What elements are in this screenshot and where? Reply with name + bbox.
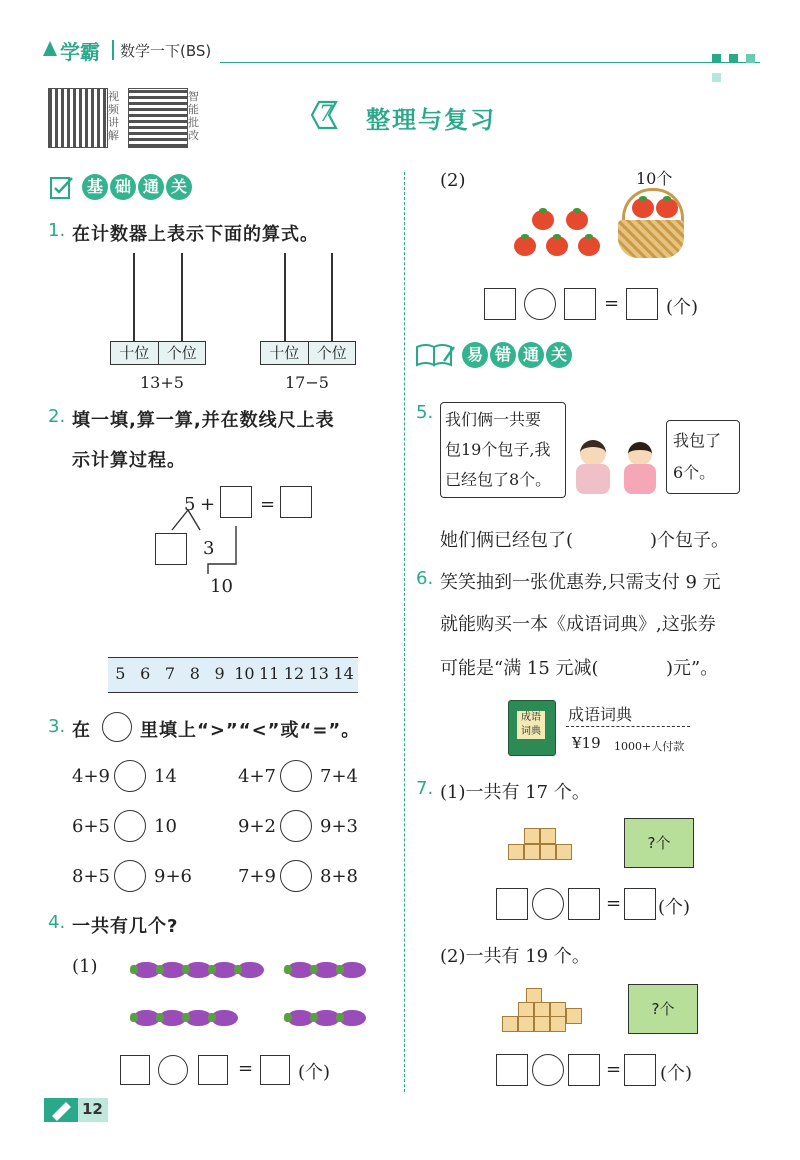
tomato-icon	[578, 236, 600, 256]
abacus-rod	[331, 253, 333, 341]
qr-label-video: 视频讲解	[108, 90, 119, 142]
q3-compare-circle[interactable]	[114, 810, 146, 842]
q6-line2: 就能购买一本《成语词典》,这张券	[440, 614, 716, 635]
q4-2-answer-box-result[interactable]	[626, 288, 658, 320]
q2-text-line2: 示计算过程。	[72, 450, 186, 471]
q3-expr: 6+5	[72, 816, 110, 837]
q3-compare-circle[interactable]	[114, 760, 146, 792]
q2-number: 2.	[48, 406, 66, 427]
q6-number: 6.	[416, 568, 434, 589]
q3-expr: 7+9	[238, 866, 276, 887]
dictionary-divider	[566, 726, 690, 727]
q6-answer-blank[interactable]	[614, 652, 660, 676]
q5-number: 5.	[416, 402, 434, 423]
header-divider	[112, 40, 114, 60]
q4-part1-label: (1)	[72, 956, 98, 977]
q1-number: 1.	[48, 220, 66, 241]
abacus-rod	[133, 253, 135, 341]
girl-illustration-right	[620, 442, 658, 498]
q4-part2-label: (2)	[440, 170, 466, 191]
q3-expr: 9+6	[154, 866, 192, 887]
q7-1-answer-box-a[interactable]	[496, 888, 528, 920]
q3-text-after: 里填上“>”“<”或“=”。	[140, 720, 361, 741]
q2-plus: +	[200, 494, 216, 515]
q7-1-equals: =	[606, 893, 622, 914]
q3-circle-sample	[102, 712, 132, 742]
q3-expr: 14	[154, 766, 177, 787]
dictionary-buyers: 1000+人付款	[614, 740, 685, 753]
abacus-expr-2: 17−5	[285, 373, 329, 392]
q3-expr: 4+9	[72, 766, 110, 787]
q2-ten: 10	[210, 576, 233, 597]
q3-compare-circle[interactable]	[280, 860, 312, 892]
abacus-label-2: 十位 个位	[260, 341, 356, 365]
tomato-icon	[532, 210, 554, 230]
abacus-rod	[284, 253, 286, 341]
q4-text: 一共有几个?	[72, 916, 179, 937]
q7-part1-text: (1)一共有 17 个。	[440, 782, 590, 803]
dictionary-book-icon: 成语词典	[508, 700, 556, 756]
q3-expr: 9+2	[238, 816, 276, 837]
page-number: 12	[82, 1100, 103, 1118]
basket-icon	[618, 188, 686, 260]
q3-compare-circle[interactable]	[114, 860, 146, 892]
q3-text-before: 在	[72, 720, 91, 741]
q4-2-answer-box-a[interactable]	[484, 288, 516, 320]
q4-2-answer-box-b[interactable]	[564, 288, 596, 320]
unit-number-badge: 7	[306, 100, 342, 130]
abacus-rod	[181, 253, 183, 341]
q3-expr: 8+8	[320, 866, 358, 887]
q3-expr: 4+7	[238, 766, 276, 787]
checklist-icon	[48, 174, 76, 200]
q3-expr: 8+5	[72, 866, 110, 887]
eggplant-icon	[340, 962, 366, 978]
q7-2-unit: (个)	[660, 1063, 693, 1084]
brand-logo	[40, 36, 112, 62]
q7-1-answer-box-b[interactable]	[568, 888, 600, 920]
q7-2-answer-box-a[interactable]	[496, 1054, 528, 1086]
q4-1-unit: (个)	[298, 1062, 331, 1083]
abacus-label-1: 十位 个位	[110, 341, 206, 365]
subject-label: 数学一下(BS)	[120, 42, 212, 60]
abacus-expr-1: 13+5	[140, 373, 184, 392]
q3-expr: 9+3	[320, 816, 358, 837]
q2-equals: =	[260, 494, 276, 515]
pencil-icon	[46, 1098, 76, 1122]
q4-1-operator-circle[interactable]	[158, 1055, 188, 1085]
q7-1-unit: (个)	[658, 897, 691, 918]
page-number-tab	[44, 1098, 108, 1122]
q7-1-answer-box-result[interactable]	[624, 888, 656, 920]
q2-three: 3	[203, 538, 215, 559]
basket-count-label: 10个	[636, 169, 673, 188]
speech-bubble-right: 我包了 6个。	[666, 420, 740, 494]
dictionary-price: ¥19	[572, 734, 601, 752]
header-squares	[712, 48, 760, 86]
q7-part2-text: (2)一共有 19 个。	[440, 946, 590, 967]
q3-expr: 7+4	[320, 766, 358, 787]
qr-label-grading: 智能批改	[188, 90, 199, 142]
header-rule	[220, 62, 760, 63]
q4-2-unit: (个)	[666, 297, 699, 318]
q6-line1: 笑笑抽到一张优惠券,只需支付 9 元	[440, 572, 721, 593]
q7-number: 7.	[416, 778, 434, 799]
qr-code-grading[interactable]	[128, 88, 188, 148]
q2-answer-box-split[interactable]	[155, 533, 187, 565]
dictionary-title: 成语词典	[568, 705, 633, 724]
q3-compare-circle[interactable]	[280, 760, 312, 792]
q7-1-hidden-box: ?个	[624, 818, 694, 868]
header-bar	[40, 34, 760, 66]
q4-1-answer-box-result[interactable]	[260, 1055, 290, 1085]
tomato-icon	[566, 210, 588, 230]
qr-code-video[interactable]	[48, 88, 108, 148]
eggplant-icon	[238, 962, 264, 978]
brand-name: 学霸	[60, 40, 100, 64]
q2-five: 5	[184, 494, 196, 515]
q1-text: 在计数器上表示下面的算式。	[72, 224, 319, 245]
q7-2-operator-circle[interactable]	[532, 1054, 564, 1086]
q7-2-hidden-box: ?个	[628, 984, 698, 1034]
ruler-ticks: 5 6 7 8 9 10 11 12 13 14	[115, 664, 354, 683]
book-icon	[414, 341, 456, 369]
q3-compare-circle[interactable]	[280, 810, 312, 842]
q4-number: 4.	[48, 912, 66, 933]
section-basic: 基 础 通 关	[48, 172, 194, 202]
q5-answer-after: )个包子。	[650, 530, 730, 551]
column-divider	[404, 172, 405, 1092]
q2-text-line1: 填一填,算一算,并在数线尺上表	[72, 410, 335, 431]
section-error: 易 错 通 关	[414, 340, 574, 370]
q4-1-answer-box-b[interactable]	[198, 1055, 228, 1085]
tomato-icon	[546, 236, 568, 256]
q4-1-equals: =	[238, 1058, 254, 1079]
q4-2-operator-circle[interactable]	[524, 288, 556, 320]
q2-answer-box-sum[interactable]	[280, 486, 312, 518]
eggplant-icon	[212, 1010, 238, 1026]
eggplant-icon	[340, 1010, 366, 1026]
q7-2-answer-box-result[interactable]	[624, 1054, 656, 1086]
unit-title: 整理与复习	[366, 106, 496, 134]
q7-2-equals: =	[606, 1059, 622, 1080]
q3-number: 3.	[48, 716, 66, 737]
q6-line3-before: 可能是“满 15 元减(	[440, 658, 599, 679]
q5-answer-before: 她们俩已经包了(	[440, 530, 574, 551]
speech-bubble-left: 我们俩一共要 包19个包子,我 已经包了8个。	[440, 402, 566, 498]
q5-answer-blank[interactable]	[598, 524, 644, 548]
tomato-icon	[514, 236, 536, 256]
girl-illustration-left	[572, 440, 612, 498]
q6-line3-after: )元”。	[666, 658, 719, 679]
q3-expr: 10	[154, 816, 177, 837]
q7-1-operator-circle[interactable]	[532, 888, 564, 920]
q4-1-answer-box-a[interactable]	[120, 1055, 150, 1085]
q4-2-equals: =	[604, 293, 620, 314]
q7-2-answer-box-b[interactable]	[568, 1054, 600, 1086]
